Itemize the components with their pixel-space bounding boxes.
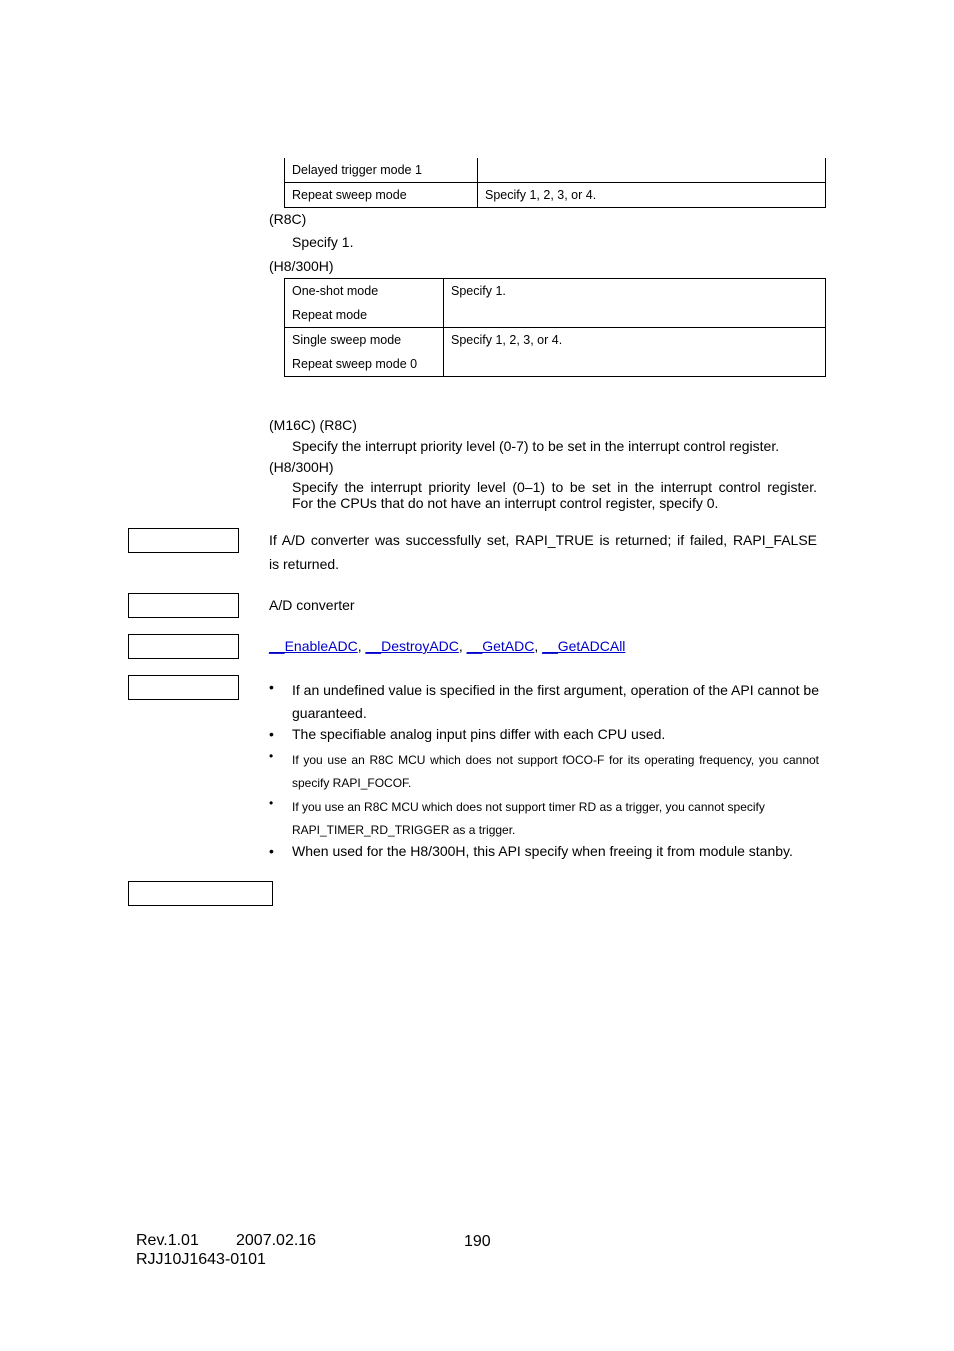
link-separator: , bbox=[357, 638, 362, 654]
priority-h8-text: Specify the interrupt priority level (0–1) to be set in the interrupt control register. bbox=[292, 479, 817, 495]
spec-cell: Specify 1, 2, 3, or 4. bbox=[444, 328, 826, 377]
link-get-adc-all[interactable]: __GetADCAll bbox=[542, 638, 626, 654]
footer-rev: Rev.1.01 bbox=[136, 1232, 199, 1249]
note-item bbox=[269, 726, 819, 746]
mode-cell bbox=[285, 328, 444, 377]
related-heading-box bbox=[128, 634, 239, 659]
note-item bbox=[269, 796, 819, 842]
return-value-line2: is returned. bbox=[269, 556, 340, 572]
mode-table-h8 bbox=[284, 278, 826, 377]
priority-h8-text2: For the CPUs that do not have an interrupt control register, specify 0. bbox=[292, 495, 719, 511]
note-text: If you use an R8C MCU which does not support fOCO-F for its operating frequency, you cannot specify RAPI_FOCOF. bbox=[292, 753, 819, 790]
priority-m16c-label: (M16C) (R8C) bbox=[269, 417, 357, 433]
bullet-icon: • bbox=[269, 679, 274, 695]
bullet-icon: • bbox=[269, 796, 274, 810]
priority-m16c-text: Specify the interrupt priority level (0‑7) to be set in the interrupt control register. bbox=[292, 438, 780, 454]
mode-table-top bbox=[284, 158, 826, 208]
link-separator: , bbox=[458, 638, 463, 654]
table-row bbox=[285, 183, 826, 208]
footer-doc-number: RJJ10J1643-0101 bbox=[136, 1251, 266, 1268]
h8-label: (H8/300H) bbox=[269, 258, 334, 274]
spec-cell: Specify 1. bbox=[444, 279, 826, 328]
functions-heading-box bbox=[128, 593, 239, 618]
r8c-text: Specify 1. bbox=[292, 234, 354, 250]
table-row bbox=[285, 158, 826, 183]
link-separator: , bbox=[534, 638, 539, 654]
link-get-adc[interactable]: __GetADC bbox=[466, 638, 535, 654]
mode-cell: Delayed trigger mode 1 bbox=[285, 158, 478, 183]
note-text: When used for the H8/300H, this API specify when freeing it from module stanby. bbox=[292, 843, 793, 859]
link-destroy-adc[interactable]: __DestroyADC bbox=[365, 638, 459, 654]
return-value-line1: If A/D converter was successfully set, RAPI_TRUE is returned; if failed, RAPI_FALSE bbox=[269, 532, 817, 548]
mode-line: One-shot mode bbox=[292, 284, 379, 298]
r8c-label: (R8C) bbox=[269, 211, 307, 227]
spec-cell bbox=[478, 158, 826, 183]
functions-text: A/D converter bbox=[269, 597, 355, 613]
mode-line: Single sweep mode bbox=[292, 333, 402, 347]
related-links bbox=[269, 638, 625, 654]
mode-cell: Repeat sweep mode bbox=[285, 183, 478, 208]
table-row bbox=[285, 279, 826, 328]
note-item bbox=[269, 679, 819, 727]
note-item bbox=[269, 749, 819, 795]
spec-cell: Specify 1, 2, 3, or 4. bbox=[478, 183, 826, 208]
return-value-heading-box bbox=[128, 528, 239, 553]
bullet-icon: • bbox=[269, 843, 274, 859]
note-text: If an undefined value is specified in the first argument, operation of the API cannot be guaranteed. bbox=[292, 682, 819, 721]
note-text: If you use an R8C MCU which does not support timer RD as a trigger, you cannot specify RAPI_TIMER_RD_TRIGGER as a trigger. bbox=[292, 800, 765, 837]
table-row bbox=[285, 328, 826, 377]
notes-heading-box bbox=[128, 675, 239, 700]
bullet-icon: • bbox=[269, 749, 274, 763]
priority-h8-label: (H8/300H) bbox=[269, 459, 334, 475]
bullet-icon: • bbox=[269, 726, 274, 742]
mode-cell bbox=[285, 279, 444, 328]
footer-date: 2007.02.16 bbox=[236, 1232, 317, 1249]
mode-line: Repeat sweep mode 0 bbox=[292, 357, 418, 371]
example-heading-box bbox=[128, 881, 273, 906]
mode-line: Repeat mode bbox=[292, 308, 368, 322]
note-text: The specifiable analog input pins differ with each CPU used. bbox=[292, 726, 666, 742]
footer-page-number: 190 bbox=[464, 1233, 491, 1250]
note-item bbox=[269, 843, 819, 863]
link-enable-adc[interactable]: __EnableADC bbox=[269, 638, 358, 654]
